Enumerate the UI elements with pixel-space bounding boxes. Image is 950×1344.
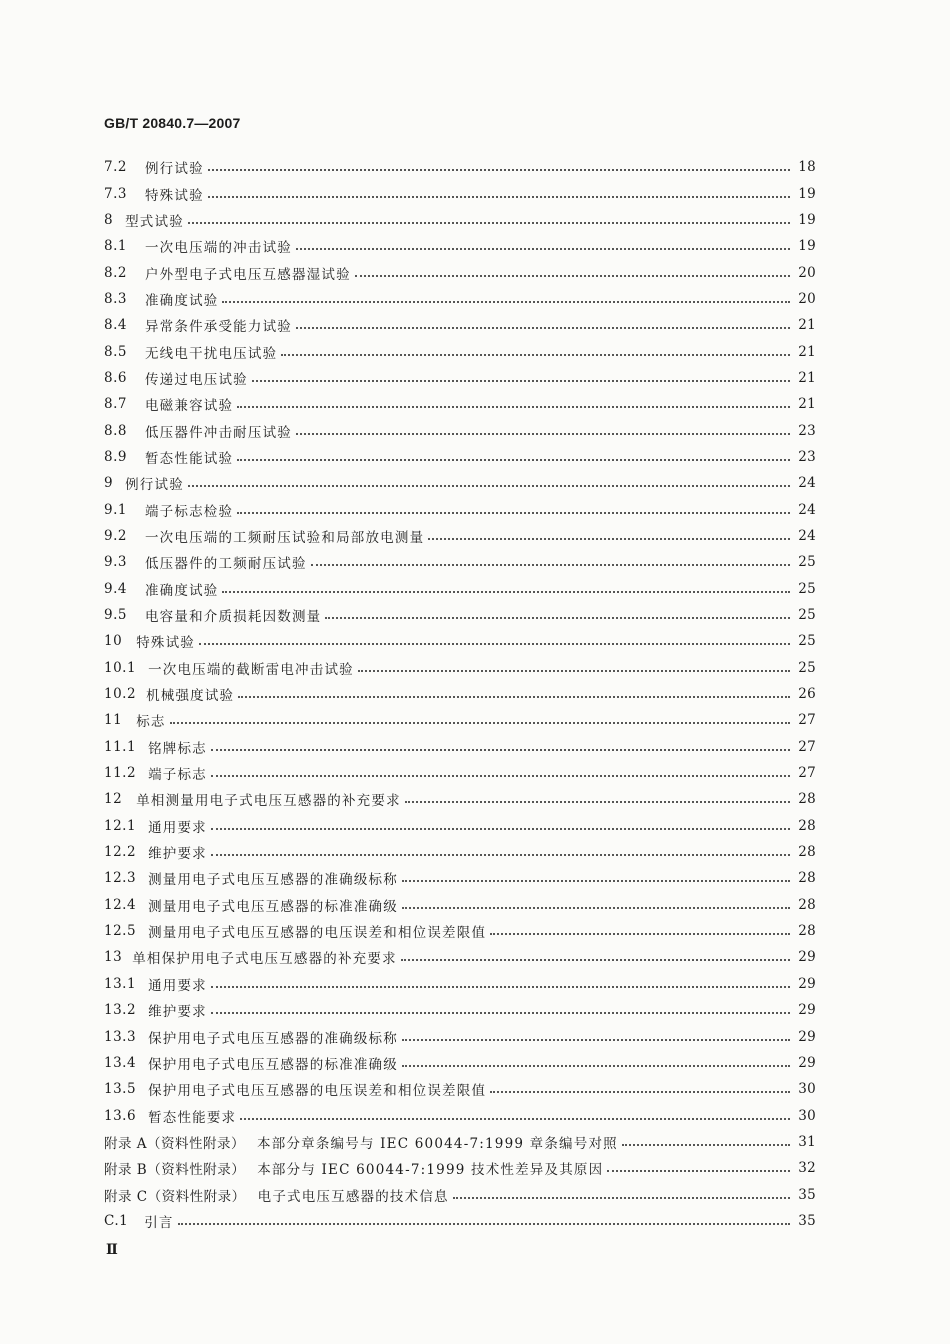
toc-entry[interactable] [104,997,816,1023]
toc-entry-page: 21 [798,343,816,360]
toc-entry-title: 测量用电子式电压互感器的准确级标称 [148,872,398,889]
toc-entry-number: 9 [104,475,114,492]
toc-entry-page: 35 [798,1212,816,1229]
toc-entry-number: 12.1 [104,817,137,834]
toc-entry[interactable] [104,628,816,654]
standard-code-header: GB/T 20840.7—2007 [104,115,241,131]
toc-leader-dots [211,749,790,751]
toc-leader-dots [240,1118,790,1120]
toc-entry-number: 13.3 [104,1028,137,1045]
toc-entry[interactable] [104,338,816,364]
toc-leader-dots [622,1144,790,1146]
toc-entry-number: 10 [104,633,123,650]
toc-entry-page: 18 [798,159,816,176]
toc-leader-dots [211,775,790,777]
toc-entry-title: 测量用电子式电压互感器的电压误差和相位误差限值 [148,925,487,942]
toc-leader-dots [211,1012,790,1014]
toc-entry-title: 型式试验 [125,213,184,230]
toc-entry-title: 通用要求 [148,819,207,836]
toc-entry-title: 电磁兼容试验 [144,398,234,415]
toc-entry-number: 8.8 [104,422,127,439]
toc-entry-number: 9.1 [104,501,127,518]
toc-entry[interactable] [104,1129,816,1155]
toc-entry-number: 13 [104,949,123,966]
toc-entry[interactable] [104,734,816,760]
toc-entry-title: 准确度试验 [144,292,219,309]
toc-entry[interactable] [104,207,816,233]
toc-entry-title: 保护用电子式电压互感器的电压误差和相位误差限值 [148,1083,487,1100]
toc-entry-title: 准确度试验 [144,582,219,599]
toc-entry-title: 电容量和介质损耗因数测量 [144,609,322,626]
toc-leader-dots [211,828,790,830]
toc-entry[interactable] [104,1155,816,1181]
toc-entry-title: 一次电压端的冲击试验 [144,240,292,257]
toc-entry-number: 10.2 [104,686,137,703]
toc-entry[interactable] [104,707,816,733]
toc-entry[interactable] [104,602,816,628]
toc-entry-title: 特殊试验 [144,187,204,204]
toc-entry-title: 无线电干扰电压试验 [144,345,278,362]
toc-entry-number: 10.1 [104,659,137,676]
toc-entry-title: 通用要求 [148,977,207,994]
toc-entry-page: 25 [798,633,816,650]
toc-entry[interactable] [104,944,816,970]
toc-entry-title: 本部分章条编号与 IEC 60044-7:1999 章条编号对照 [257,1135,618,1152]
toc-entry-number: 11 [104,712,123,729]
toc-entry-title: 端子标志检验 [144,503,234,520]
toc-leader-dots [490,933,790,935]
toc-leader-dots [208,169,790,171]
toc-entry-page: 25 [798,607,816,624]
toc-entry-title: 一次电压端的截断雷电冲击试验 [148,661,354,678]
page-number-footer: Ⅱ [106,1242,118,1258]
toc-entry-title: 例行试验 [125,477,184,494]
toc-leader-dots [428,538,790,540]
toc-entry-title: 维护要求 [148,846,207,863]
toc-entry[interactable] [104,391,816,417]
toc-leader-dots [238,696,790,698]
toc-entry[interactable] [104,470,816,496]
toc-entry[interactable] [104,1076,816,1102]
toc-leader-dots [199,643,790,645]
toc-entry-title: 暂态性能试验 [144,450,234,467]
toc-entry[interactable] [104,1181,816,1207]
toc-entry-page: 35 [798,1186,816,1203]
toc-entry-number: 11.2 [104,765,137,782]
toc-entry-title: 端子标志 [148,767,207,784]
toc-leader-dots [311,564,790,566]
toc-leader-dots [281,354,790,356]
toc-entry-number: 9.5 [104,607,127,624]
toc-entry-title: 暂态性能要求 [148,1109,237,1126]
toc-entry[interactable] [104,286,816,312]
toc-leader-dots [237,459,790,461]
toc-entry-number: 附录 A（资料性附录） [104,1135,246,1152]
toc-entry-title: 一次电压端的工频耐压试验和局部放电测量 [144,529,425,546]
toc-entry-number: 12 [104,791,123,808]
toc-entry-page: 28 [798,923,816,940]
toc-entry-number: 12.3 [104,870,137,887]
toc-entry-number: 8.6 [104,369,127,386]
toc-entry-title: 保护用电子式电压互感器的准确级标称 [148,1030,398,1047]
toc-leader-dots [405,801,790,803]
toc-entry-page: 27 [798,765,816,782]
toc-entry[interactable] [104,786,816,812]
toc-entry-number: C.1 [104,1212,129,1229]
toc-entry-page: 19 [798,238,816,255]
toc-entry-number: 12.5 [104,923,137,940]
toc-entry-page: 30 [798,1081,816,1098]
toc-entry-page: 23 [798,448,816,465]
toc-entry-page: 28 [798,791,816,808]
toc-entry-page: 28 [798,896,816,913]
toc-entry-page: 32 [798,1160,816,1177]
toc-entry[interactable] [104,1208,816,1234]
toc-entry-title: 本部分与 IEC 60044-7:1999 技术性差异及其原因 [257,1162,604,1179]
toc-entry[interactable] [104,892,816,918]
toc-entry[interactable] [104,760,816,786]
toc-entry[interactable] [104,154,816,180]
toc-entry-page: 29 [798,1054,816,1071]
toc-entry[interactable] [104,1050,816,1076]
toc-leader-dots [296,433,790,435]
toc-leader-dots [401,959,790,961]
toc-entry-page: 24 [798,501,816,518]
toc-entry-title: 机械强度试验 [146,688,235,705]
toc-entry-number: 12.4 [104,896,137,913]
toc-leader-dots [296,327,790,329]
toc-entry-title: 引言 [144,1214,174,1231]
toc-entry-page: 27 [798,712,816,729]
toc-entry-title: 异常条件承受能力试验 [144,319,292,336]
toc-entry-number: 附录 C（资料性附录） [104,1188,246,1205]
toc-entry-page: 27 [798,738,816,755]
toc-entry-page: 24 [798,475,816,492]
toc-leader-dots [222,591,790,593]
toc-entry[interactable] [104,180,816,206]
toc-entry-title: 低压器件冲击耐压试验 [144,424,292,441]
toc-entry[interactable] [104,813,816,839]
toc-entry-page: 29 [798,1002,816,1019]
toc-entry-page: 21 [798,396,816,413]
toc-entry-number: 9.2 [104,527,127,544]
toc-entry-page: 19 [798,211,816,228]
toc-leader-dots [402,1039,790,1041]
toc-entry-title: 传递过电压试验 [144,371,248,388]
toc-entry-number: 7.2 [104,159,127,176]
toc-entry[interactable] [104,312,816,338]
table-of-contents [104,154,816,1234]
toc-leader-dots [358,670,790,672]
toc-entry-page: 26 [798,686,816,703]
toc-entry-page: 20 [798,264,816,281]
toc-entry-page: 21 [798,317,816,334]
toc-entry[interactable] [104,655,816,681]
toc-entry-title: 标志 [136,714,166,731]
toc-entry[interactable] [104,839,816,865]
toc-entry[interactable] [104,576,816,602]
toc-entry-title: 低压器件的工频耐压试验 [144,556,307,573]
toc-entry-number: 8.4 [104,317,127,334]
toc-entry[interactable] [104,681,816,707]
toc-entry-number: 8.7 [104,396,127,413]
toc-entry-number: 13.1 [104,975,137,992]
toc-entry-page: 29 [798,949,816,966]
toc-leader-dots [211,854,790,856]
toc-entry-title: 维护要求 [148,1004,207,1021]
toc-entry-title: 例行试验 [144,161,204,178]
toc-leader-dots [188,485,790,487]
toc-leader-dots [402,1065,790,1067]
toc-entry[interactable] [104,1023,816,1049]
toc-entry-number: 12.2 [104,844,137,861]
toc-leader-dots [453,1197,790,1199]
toc-entry-number: 8.2 [104,264,127,281]
toc-leader-dots [237,406,790,408]
toc-entry-page: 19 [798,185,816,202]
toc-entry-number: 8.9 [104,448,127,465]
toc-entry-number: 8.1 [104,238,127,255]
toc-entry-page: 23 [798,422,816,439]
toc-leader-dots [188,222,790,224]
toc-leader-dots [296,248,790,250]
toc-leader-dots [170,722,790,724]
toc-entry-page: 28 [798,817,816,834]
toc-entry-page: 25 [798,659,816,676]
toc-entry[interactable] [104,865,816,891]
toc-entry-title: 特殊试验 [136,635,195,652]
toc-entry[interactable] [104,523,816,549]
toc-entry[interactable] [104,971,816,997]
toc-entry-page: 29 [798,975,816,992]
toc-entry-page: 25 [798,554,816,571]
toc-entry-page: 31 [798,1133,816,1150]
toc-entry[interactable] [104,365,816,391]
toc-entry[interactable] [104,496,816,522]
toc-entry[interactable] [104,259,816,285]
toc-entry-title: 测量用电子式电压互感器的标准准确级 [148,898,398,915]
toc-leader-dots [402,880,790,882]
toc-leader-dots [490,1091,790,1093]
toc-leader-dots [607,1170,790,1172]
toc-entry[interactable] [104,444,816,470]
toc-leader-dots [178,1223,790,1225]
toc-entry[interactable] [104,918,816,944]
toc-entry[interactable] [104,1102,816,1128]
toc-entry-page: 20 [798,290,816,307]
toc-entry-page: 25 [798,580,816,597]
toc-leader-dots [325,617,790,619]
toc-leader-dots [355,275,790,277]
toc-entry-page: 24 [798,527,816,544]
toc-entry-number: 13.4 [104,1054,137,1071]
toc-entry-number: 8.5 [104,343,127,360]
toc-leader-dots [237,512,790,514]
toc-entry-number: 8 [104,211,114,228]
toc-entry-title: 户外型电子式电压互感器湿试验 [144,266,351,283]
toc-entry-number: 11.1 [104,738,137,755]
toc-entry-title: 电子式电压互感器的技术信息 [257,1188,449,1205]
toc-leader-dots [208,196,790,198]
toc-entry-title: 保护用电子式电压互感器的标准准确级 [148,1056,398,1073]
toc-entry-title: 单相测量用电子式电压互感器的补充要求 [136,793,401,810]
toc-entry-number: 9.4 [104,580,127,597]
toc-entry-page: 28 [798,870,816,887]
toc-entry-page: 29 [798,1028,816,1045]
toc-entry-title: 铭牌标志 [148,740,207,757]
toc-leader-dots [402,907,790,909]
toc-entry-page: 30 [798,1107,816,1124]
toc-entry[interactable] [104,233,816,259]
toc-entry-page: 28 [798,844,816,861]
toc-entry-number: 7.3 [104,185,127,202]
toc-entry-number: 13.5 [104,1081,137,1098]
toc-entry-number: 附录 B（资料性附录） [104,1162,246,1179]
toc-leader-dots [222,301,790,303]
toc-entry[interactable] [104,549,816,575]
toc-entry-number: 8.3 [104,290,127,307]
toc-entry-number: 13.2 [104,1002,137,1019]
toc-leader-dots [252,380,790,382]
toc-entry-page: 21 [798,369,816,386]
toc-entry[interactable] [104,417,816,443]
toc-leader-dots [211,986,790,988]
toc-entry-number: 13.6 [104,1107,137,1124]
toc-entry-number: 9.3 [104,554,127,571]
toc-entry-title: 单相保护用电子式电压互感器的补充要求 [132,951,397,968]
